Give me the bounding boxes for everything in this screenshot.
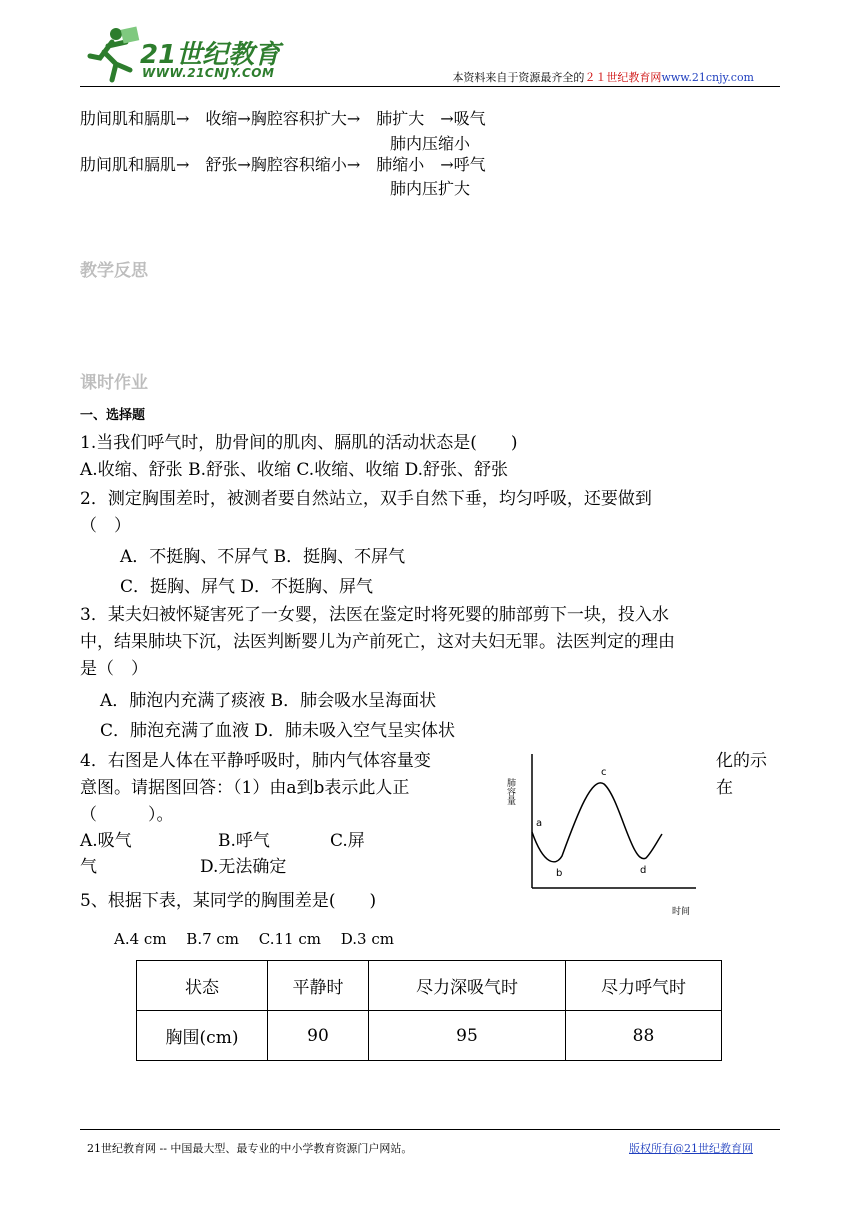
- q4-line2-right: 在: [716, 778, 733, 798]
- point-label-b: b: [556, 868, 563, 879]
- q2-options-ab: A．不挺胸、不屏气 B．挺胸、不屏气: [120, 547, 406, 567]
- header-rule: [80, 86, 780, 87]
- q4-option-b: B.呼气: [218, 831, 270, 851]
- q3-options-cd: C．肺泡充满了血液 D．肺未吸入空气呈实体状: [100, 721, 456, 741]
- q5-options: A.4 cm B.7 cm C.11 cm D.3 cm: [114, 930, 394, 948]
- table-header-cell: 平静时: [268, 961, 369, 1011]
- q4-line1-right: 化的示: [716, 751, 767, 771]
- footer-rule: [80, 1129, 780, 1130]
- point-label-d: d: [640, 865, 647, 876]
- point-label-c: c: [601, 767, 607, 778]
- logo-text: 21世纪教育: [140, 40, 281, 70]
- q4-line3: （ ）。: [80, 805, 174, 825]
- header-note-url[interactable]: www.21cnjy.com: [661, 71, 754, 84]
- table-header-cell: 状态: [137, 961, 268, 1011]
- footer-copyright-link[interactable]: 版权所有@21世纪教育网: [629, 1142, 753, 1155]
- q1-stem: 1.当我们呼气时，肋骨间的肌肉、膈肌的活动状态是( ): [80, 433, 518, 453]
- y-axis-label: 肺容量: [505, 778, 515, 805]
- table-cell: 95: [369, 1011, 566, 1061]
- exhale-line: 肋间肌和膈肌→ 舒张→胸腔容积缩小→ 肺缩小 →呼气: [80, 155, 486, 174]
- table-cell: 90: [268, 1011, 369, 1061]
- lung-volume-chart: [500, 748, 700, 928]
- q2-options-cd: C．挺胸、屏气 D．不挺胸、屏气: [120, 577, 374, 597]
- q3-stem-1: 3．某夫妇被怀疑害死了一女婴，法医在鉴定时将死婴的肺部剪下一块，投入水: [80, 605, 669, 625]
- q3-stem-2: 中，结果肺块下沉，法医判断婴儿为产前死亡，这对夫妇无罪。法医判定的理由: [80, 632, 675, 652]
- q4-line1-left: 4．右图是人体在平静呼吸时，肺内气体容量变: [80, 751, 431, 771]
- logo-url: WWW.21CNJY.COM: [142, 66, 275, 80]
- q4-option-a: A.吸气: [80, 831, 132, 851]
- q4-line2-left: 意图。请据图回答：（1）由a到b表示此人正: [80, 778, 410, 798]
- inhale-line: 肋间肌和膈肌→ 收缩→胸腔容积扩大→ 肺扩大 →吸气: [80, 109, 486, 128]
- q1-options: A.收缩、舒张 B.舒张、收缩 C.收缩、收缩 D.舒张、舒张: [80, 460, 509, 480]
- footer-text: 21世纪教育网 -- 中国最大型、最专业的中小学教育资源门户网站。: [87, 1142, 413, 1155]
- q3-stem-3: 是（ ）: [80, 659, 148, 679]
- header-note-prefix: 本资料来自于资源最齐全的: [452, 71, 585, 84]
- header-note: [452, 69, 754, 85]
- logo: [82, 22, 282, 82]
- table-header-cell: 尽力呼气时: [566, 961, 722, 1011]
- q5-stem: 5、根据下表，某同学的胸围差是( ): [80, 891, 377, 911]
- exhale-sub: 肺内压扩大: [390, 179, 471, 198]
- header-note-site: ２１世纪教育网: [584, 71, 662, 84]
- table-header-row: [137, 961, 722, 1011]
- table-cell: 88: [566, 1011, 722, 1061]
- table-cell: 胸围(cm): [137, 1011, 268, 1061]
- q4-option-c-cont: 气: [80, 857, 97, 877]
- table-row: [137, 1011, 722, 1061]
- heading-homework: 课时作业: [80, 373, 148, 393]
- point-label-a: a: [536, 818, 543, 829]
- x-axis-label: 时间: [672, 907, 691, 917]
- q2-stem-2: （ ）: [80, 516, 131, 536]
- table-header-cell: 尽力深吸气时: [369, 961, 566, 1011]
- chest-circumference-table: [136, 960, 722, 1061]
- runner-logo-icon: [82, 24, 142, 84]
- q3-options-ab: A．肺泡内充满了痰液 B．肺会吸水呈海面状: [100, 691, 437, 711]
- heading-choice: 一、选择题: [80, 408, 146, 423]
- q2-stem-1: 2．测定胸围差时，被测者要自然站立，双手自然下垂，均匀呼吸，还要做到: [80, 489, 652, 509]
- volume-curve: [532, 783, 662, 862]
- inhale-sub: 肺内压缩小: [390, 134, 471, 153]
- q4-option-c: C.屏: [330, 831, 365, 851]
- heading-reflection: 教学反思: [80, 261, 148, 281]
- q4-option-d: D.无法确定: [200, 857, 287, 877]
